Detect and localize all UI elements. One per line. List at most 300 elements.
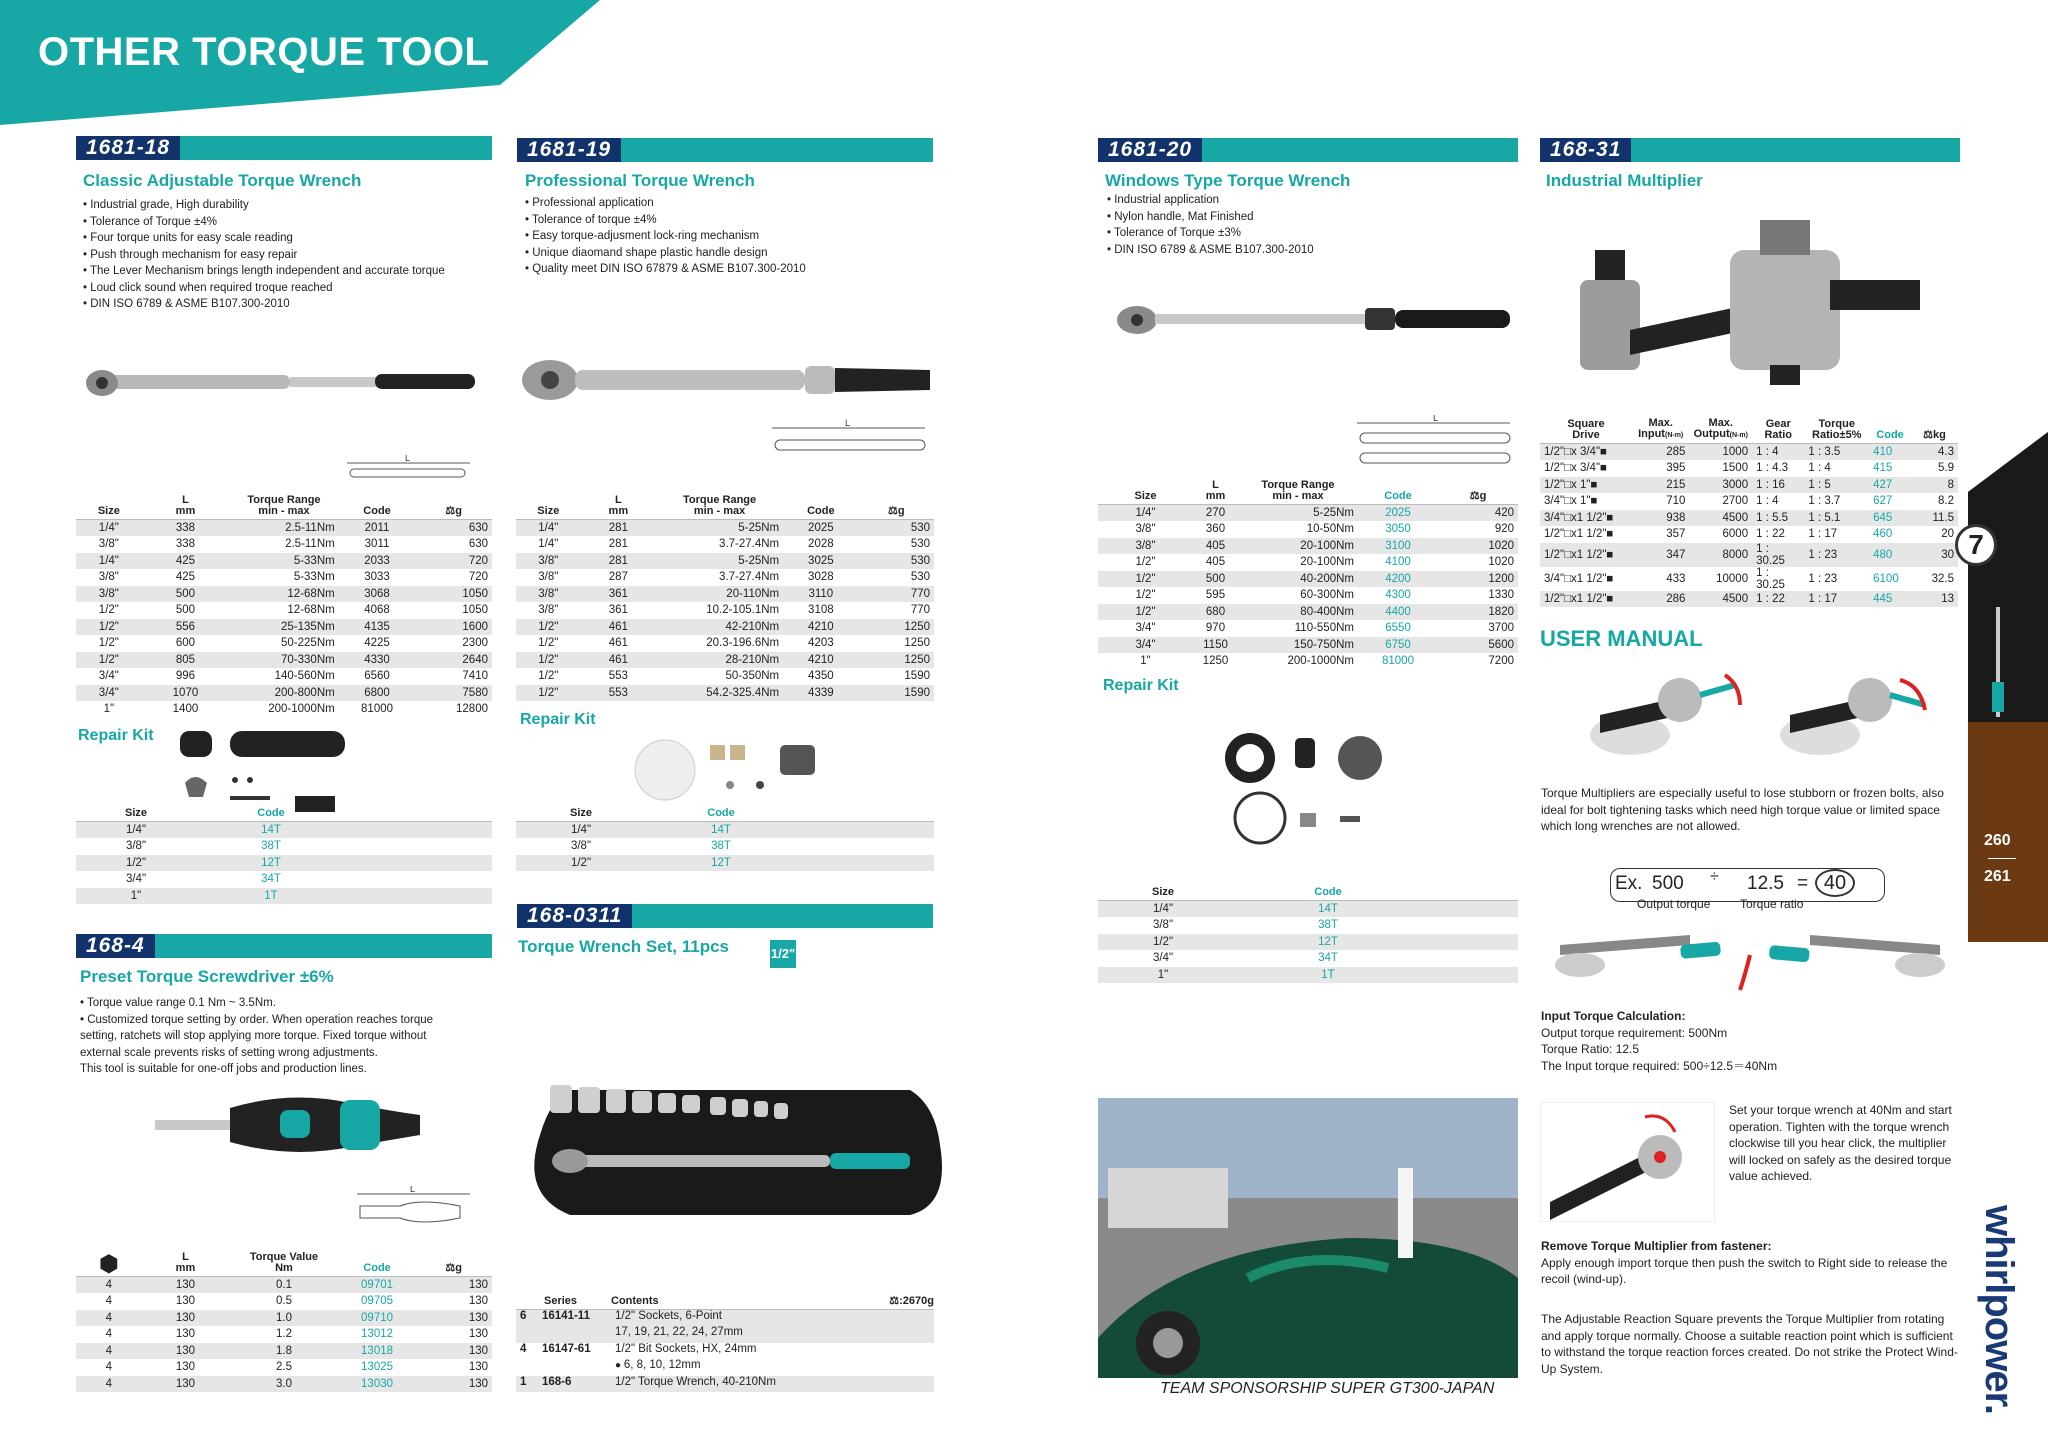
table-cell: 4339 bbox=[783, 685, 858, 702]
table-row bbox=[516, 855, 934, 872]
table-cell: 2.5-11Nm bbox=[285, 538, 335, 551]
table-cell: 5-25Nm bbox=[1238, 505, 1358, 522]
table-cell: 140-560Nm bbox=[274, 670, 335, 683]
table-cell: 1070 bbox=[142, 685, 230, 702]
table-cell: 3700 bbox=[1488, 622, 1514, 635]
table-cell: 720 bbox=[415, 553, 492, 570]
remove-instruction: Remove Torque Multiplier from fastener: Apply enough import torque then push the switch to Right side to release the recoil (wind-up). bbox=[1541, 1239, 1948, 1286]
racing-car-photo bbox=[1098, 1098, 1518, 1378]
table-cell: 2700 bbox=[1722, 495, 1749, 508]
table-cell: 1/4" bbox=[1098, 505, 1193, 522]
example-result: 40 bbox=[1815, 869, 1855, 897]
manual-illustration-2 bbox=[1540, 905, 1960, 1005]
table-cell: 1590 bbox=[904, 670, 930, 683]
table-cell: 1T bbox=[196, 888, 346, 905]
repair-kit-image bbox=[630, 725, 830, 805]
table-cell: 3100 bbox=[1358, 538, 1438, 555]
table-cell: 130 bbox=[142, 1277, 230, 1294]
feature-item: • Nylon handle, Mat Finished bbox=[1107, 210, 1254, 223]
output-torque-caption: Output torque bbox=[1637, 897, 1711, 911]
table-cell: 20-110Nm bbox=[656, 586, 783, 603]
dimension-diagram bbox=[1355, 415, 1515, 470]
table-cell: 3.0 bbox=[229, 1376, 338, 1393]
feature-item: • Quality meet DIN ISO 67879 & ASME B107.300-2010 bbox=[525, 263, 806, 275]
table-cell: 2033 bbox=[339, 553, 416, 570]
table-row bbox=[1098, 934, 1518, 951]
table-cell: 553 bbox=[581, 685, 656, 702]
table-cell: 130 bbox=[415, 1376, 492, 1393]
table-cell: 3/4" bbox=[98, 670, 119, 683]
spec-table-168-4: ⬢ L mm Torque Value Nm Code ⚖g 4 130 0.1 09701 130 4 130 0.5 09705 130 4 130 1.0 09710 130 4 130 1.2 13012 130 4 130 1.8 13018 130 4 130 2.5 13025 130 4 130 3.0 13030 130 bbox=[76, 1250, 492, 1392]
table-cell: 38T bbox=[711, 840, 731, 853]
product-header-1681-19: 1681-19 bbox=[517, 138, 933, 162]
table-cell: 3/4" bbox=[1135, 622, 1156, 635]
table-cell bbox=[611, 1326, 854, 1343]
feature-item: • Tolerance of Torque ±3% bbox=[1107, 227, 1241, 239]
table-cell: 130 bbox=[415, 1310, 492, 1327]
table-cell: 13025 bbox=[361, 1361, 394, 1374]
table-cell: 81000 bbox=[1382, 655, 1414, 668]
table-cell: 1 : 4 bbox=[1752, 444, 1804, 461]
table-cell: 720 bbox=[468, 571, 488, 584]
table-cell: 11.5 bbox=[1911, 510, 1958, 527]
table-cell: 4068 bbox=[364, 604, 390, 617]
table-cell: 3/8" bbox=[1135, 523, 1156, 536]
table-row bbox=[1098, 538, 1518, 555]
torque-wrench-image bbox=[80, 360, 480, 405]
table-cell: 1/2" bbox=[1135, 556, 1156, 569]
repair-kit-table: Size Code 1/4" 14T 3/8" 38T 1/2" 12T bbox=[516, 806, 934, 871]
table-cell: 1 : 4 bbox=[1808, 462, 1831, 475]
table-cell: 1 : 17 bbox=[1804, 591, 1869, 608]
set-content: 17, 19, 21, 22, 24, 27mm bbox=[615, 1326, 743, 1338]
table-cell: 420 bbox=[1438, 505, 1518, 522]
table-cell: 500 bbox=[142, 586, 230, 603]
table-cell: 1/2"□x1 1/2"■ bbox=[1540, 543, 1632, 567]
table-cell: 5.9 bbox=[1938, 462, 1954, 475]
table-cell bbox=[346, 871, 492, 888]
table-cell: 1/2" bbox=[1135, 589, 1156, 602]
table-row bbox=[516, 520, 934, 537]
reaction-square-note: The Adjustable Reaction Square prevents the Torque Multiplier from rotating and apply torque normally. Choose a suitable reaction point which is sufficient to withstand the torque reaction forces created. Do not strike the Protect Wind-Up System. bbox=[1541, 1312, 1958, 1376]
product-header-168-31: 168-31 bbox=[1540, 138, 1960, 162]
table-cell: 425 bbox=[142, 553, 230, 570]
table-cell: 4135 bbox=[339, 619, 416, 636]
table-cell: 130 bbox=[142, 1376, 230, 1393]
table-cell: 3/4" bbox=[1098, 637, 1193, 654]
torque-wrench-image bbox=[1115, 298, 1515, 343]
table-cell: 2025 bbox=[783, 520, 858, 537]
table-row bbox=[516, 635, 934, 652]
table-cell bbox=[516, 1359, 611, 1376]
table-cell: 09701 bbox=[339, 1277, 416, 1294]
table-row bbox=[76, 871, 492, 888]
table-cell: 1330 bbox=[1488, 589, 1514, 602]
table-row bbox=[516, 1359, 934, 1376]
spec-table-1681-19: Size L mm Torque Range min - max Code ⚖g 1/4" 281 5-25Nm 2025 530 1/4" 281 3.7-27.4Nm 2028 530 3/8" 281 5-25Nm 3025 530 3/8" 287 3.7-27.4Nm 3028 530 3/8" 361 20-110Nm 3110 770 3/8" 361 10.2-105.1Nm 3108 770 1/2" 461 42-210Nm 4210 1250 1/2" 461 20.3-196.6Nm 4203 1250 1/2" 461 28-210Nm 4210 1250 1/2" 553 50-350Nm 4350 1590 1/2" 553 54.2-325.4Nm 4339 1590 bbox=[516, 493, 934, 701]
table-cell: 1/2" bbox=[1098, 604, 1193, 621]
feature-list bbox=[525, 195, 806, 278]
table-cell: 770 bbox=[910, 604, 930, 617]
table-cell: 3/8" bbox=[1098, 538, 1193, 555]
table-cell: 630 bbox=[415, 520, 492, 537]
table-cell: 3/8" bbox=[516, 553, 581, 570]
table-cell: 461 bbox=[581, 619, 656, 636]
table-cell: 480 bbox=[1869, 543, 1911, 567]
table-row bbox=[76, 1376, 492, 1393]
feature-item: • DIN ISO 6789 & ASME B107.300-2010 bbox=[1107, 243, 1314, 256]
scale-icon: ⚖ bbox=[889, 1295, 900, 1307]
table-cell bbox=[516, 1376, 611, 1393]
table-cell: 630 bbox=[468, 538, 488, 551]
table-cell: 1/2" bbox=[98, 604, 119, 617]
table-cell: 1/2" bbox=[76, 652, 142, 669]
table-cell: 4 bbox=[105, 1361, 113, 1374]
table-row bbox=[516, 602, 934, 619]
table-cell: 1250 bbox=[1202, 655, 1229, 668]
table-cell: 10.2-105.1Nm bbox=[706, 604, 780, 617]
product-header-1681-18: 1681-18 bbox=[76, 136, 492, 160]
table-cell: 14T bbox=[196, 822, 346, 839]
table-row bbox=[516, 1343, 934, 1360]
set-code: 168-6 bbox=[542, 1375, 572, 1388]
svg-text:L: L bbox=[845, 418, 851, 428]
torque-wrench-set-image bbox=[510, 1075, 950, 1225]
table-row bbox=[1540, 510, 1958, 527]
table-row bbox=[76, 1310, 492, 1327]
table-cell: 130 bbox=[415, 1343, 492, 1360]
table-cell: 5-33Nm bbox=[293, 571, 335, 584]
table-cell: 281 bbox=[581, 553, 656, 570]
table-cell: 4203 bbox=[808, 637, 834, 650]
hex-bullet-icon: ● bbox=[615, 1360, 624, 1371]
feature-item: • Customized torque setting by order. When operation reaches torque bbox=[80, 1013, 434, 1026]
feature-item: • Push through mechanism for easy repair bbox=[83, 248, 298, 261]
table-row bbox=[516, 1310, 934, 1327]
table-cell: 34T bbox=[1318, 952, 1338, 965]
table-cell: 461 bbox=[581, 652, 656, 669]
equals-sign: = bbox=[1797, 873, 1809, 894]
table-cell: 1" bbox=[76, 888, 196, 905]
table-row bbox=[76, 1343, 492, 1360]
table-cell: 1/2" bbox=[1098, 571, 1193, 588]
table-cell: 4300 bbox=[1385, 589, 1411, 602]
table-cell: 530 bbox=[910, 538, 930, 551]
product-header-168-0311: 168-0311 bbox=[517, 904, 933, 928]
table-row bbox=[1098, 653, 1518, 670]
table-cell: 3/8" bbox=[98, 571, 119, 584]
table-row bbox=[1098, 571, 1518, 588]
table-cell bbox=[796, 838, 934, 855]
table-cell: 361 bbox=[581, 586, 656, 603]
table-cell bbox=[854, 1343, 934, 1360]
table-cell: 425 bbox=[175, 571, 196, 584]
table-cell: 3/4"□x1 1/2"■ bbox=[1540, 510, 1632, 527]
table-cell: 14T bbox=[1228, 901, 1428, 918]
table-row bbox=[76, 1326, 492, 1343]
table-cell: 530 bbox=[910, 571, 930, 584]
set-content: 1/2" Sockets, 6-Point bbox=[615, 1310, 722, 1322]
table-cell bbox=[854, 1326, 934, 1343]
table-cell: 1 : 5.5 bbox=[1752, 510, 1804, 527]
scale-icon: ⚖ bbox=[887, 505, 898, 517]
table-cell: 1/4" bbox=[1098, 901, 1228, 918]
table-cell: 281 bbox=[581, 520, 656, 537]
table-cell: 2300 bbox=[462, 637, 488, 650]
table-cell: 1200 bbox=[1438, 571, 1518, 588]
table-cell: 1050 bbox=[462, 604, 488, 617]
table-cell: 1/2" bbox=[538, 637, 559, 650]
torque-wrench-image bbox=[520, 350, 940, 410]
table-cell: 1/4" bbox=[76, 822, 196, 839]
spec-table-1681-20: Size L mm Torque Range min - max Code ⚖g 1/4" 270 5-25Nm 2025 420 3/8" 360 10-50Nm 3050 920 3/8" 405 20-100Nm 3100 1020 1/2" 405 20-100Nm 4100 1020 1/2" 500 40-200Nm 4200 1200 1/2" 595 60-300Nm 4300 1330 1/2" 680 80-400Nm 4400 1820 3/4" 970 110-550Nm 6550 3700 3/4" 1150 150-750Nm 6750 5600 1" 1250 200-1000Nm 81000 7200 bbox=[1098, 478, 1518, 670]
table-cell: 60-300Nm bbox=[1300, 589, 1354, 602]
feature-list bbox=[1107, 192, 1314, 258]
table-cell: 200-1000Nm bbox=[1287, 655, 1354, 668]
scale-icon: ⚖ bbox=[1923, 429, 1933, 441]
table-cell bbox=[854, 1376, 934, 1393]
table-cell: 415 bbox=[1873, 462, 1893, 475]
table-cell: 80-400Nm bbox=[1238, 604, 1358, 621]
table-cell: 996 bbox=[175, 670, 196, 683]
table-cell: 4 bbox=[105, 1328, 113, 1341]
table-cell: 130 bbox=[468, 1295, 488, 1308]
repair-kit-image bbox=[1220, 728, 1420, 848]
set-code: 16141-11 bbox=[542, 1310, 590, 1322]
set-qty: 1 bbox=[520, 1375, 527, 1388]
table-cell: 1250 bbox=[904, 637, 930, 650]
table-cell: 1 : 23 bbox=[1804, 543, 1869, 567]
page-title: OTHER TORQUE TOOL bbox=[38, 30, 490, 74]
feature-item: external scale prevents risks of setting wrong adjustments. bbox=[80, 1046, 378, 1059]
table-row bbox=[516, 1376, 934, 1393]
table-cell: 347 bbox=[1632, 543, 1689, 567]
table-cell bbox=[854, 1359, 934, 1376]
repair-kit-title: Repair Kit bbox=[520, 711, 596, 728]
table-cell: 285 bbox=[1632, 444, 1689, 461]
hex-icon: ⬢ bbox=[99, 1251, 119, 1276]
table-row bbox=[1540, 526, 1958, 543]
table-cell: 1T bbox=[1228, 967, 1428, 984]
table-cell: 1 : 4.3 bbox=[1756, 462, 1789, 475]
table-cell bbox=[1428, 917, 1518, 934]
table-cell: 920 bbox=[1494, 523, 1514, 536]
table-cell: 1/4" bbox=[516, 822, 646, 839]
table-cell: 5600 bbox=[1438, 637, 1518, 654]
table-cell: 3/4" bbox=[1152, 952, 1174, 965]
table-cell: 28-210Nm bbox=[656, 652, 783, 669]
photo-caption: TEAM SPONSORSHIP SUPER GT300-JAPAN bbox=[1160, 1380, 1495, 1397]
product-header-1681-20: 1681-20 bbox=[1098, 138, 1518, 162]
feature-item: • Easy torque-adjusment lock-ring mechanism bbox=[525, 230, 760, 242]
table-cell: 1600 bbox=[415, 619, 492, 636]
product-name: Windows Type Torque Wrench bbox=[1105, 171, 1351, 190]
table-cell: 6560 bbox=[364, 670, 390, 683]
table-cell: 805 bbox=[142, 652, 230, 669]
table-cell: 500 bbox=[1193, 571, 1238, 588]
table-cell: 3/8" bbox=[516, 586, 581, 603]
brand-logo: whirlpower. bbox=[1977, 1205, 2021, 1415]
table-row bbox=[516, 838, 934, 855]
table-cell: 1/2"□x 3/4"■ bbox=[1540, 444, 1632, 461]
table-cell: 2.5 bbox=[275, 1361, 292, 1374]
feature-item: • Tolerance of Torque ±4% bbox=[83, 215, 217, 228]
set-qty: 4 bbox=[520, 1342, 527, 1355]
table-cell: 6800 bbox=[339, 685, 416, 702]
table-cell: 3011 bbox=[364, 538, 390, 551]
table-row bbox=[1098, 604, 1518, 621]
table-cell: 4 bbox=[76, 1343, 142, 1360]
table-row bbox=[76, 553, 492, 570]
table-row bbox=[1540, 493, 1958, 510]
table-cell bbox=[346, 888, 492, 905]
table-cell: 54.2-325.4Nm bbox=[656, 685, 783, 702]
table-cell: 1 : 4 bbox=[1756, 495, 1779, 508]
table-cell: 1400 bbox=[172, 703, 199, 716]
feature-list bbox=[83, 197, 445, 313]
feature-item: • Tolerance of torque ±4% bbox=[525, 213, 657, 226]
table-row bbox=[76, 619, 492, 636]
table-row bbox=[516, 586, 934, 603]
table-cell bbox=[611, 1343, 854, 1360]
table-row bbox=[76, 586, 492, 603]
table-cell: 5-25Nm bbox=[656, 520, 783, 537]
feature-item: • Torque value range 0.1 Nm ~ 3.5Nm. bbox=[80, 997, 276, 1009]
table-cell: 2.5-11Nm bbox=[229, 520, 338, 537]
table-cell: 553 bbox=[608, 670, 628, 683]
table-cell: 530 bbox=[859, 520, 934, 537]
table-cell: 150-750Nm bbox=[1238, 637, 1358, 654]
table-cell: 1/2"□x 3/4"■ bbox=[1544, 462, 1607, 475]
table-cell: 13012 bbox=[361, 1328, 394, 1341]
set-content: 6, 8, 10, 12mm bbox=[623, 1359, 701, 1371]
table-cell: 1500 bbox=[1722, 462, 1749, 475]
table-cell: 200-1000Nm bbox=[268, 703, 335, 716]
table-row bbox=[76, 635, 492, 652]
table-cell: 12T bbox=[196, 855, 346, 872]
table-cell: 1/4" bbox=[538, 538, 559, 551]
table-cell: 13030 bbox=[339, 1376, 416, 1393]
table-row bbox=[1098, 620, 1518, 637]
torque-ratio-caption: Torque ratio bbox=[1740, 897, 1804, 911]
table-cell: 34T bbox=[261, 873, 281, 886]
table-cell: 20 bbox=[1941, 528, 1954, 541]
table-cell: 4 bbox=[76, 1277, 142, 1294]
table-cell: 130 bbox=[142, 1310, 230, 1327]
table-row bbox=[76, 602, 492, 619]
table-cell bbox=[611, 1376, 854, 1393]
table-cell bbox=[346, 838, 492, 855]
spec-table-168-31: Square Drive Max. Input(N-m) Max. Output(N-m) Gear Ratio Torque Ratio±5% Code ⚖kg 1/2"□x 3/4"■ 285 1000 1 : 4 1 : 3.5 410 4.3 1/2"□x 3/4"■ 395 1500 1 : 4.3 1 : 4 415 5.9 1/2"□x 1"■ 215 3000 1 : 16 1 : 5 427 8 3/4"□x 1"■ 710 2700 1 : 4 1 : 3.7 627 8.2 3/4"□x1 1/2"■ 938 4500 1 : 5.5 1 : 5.1 645 11.5 1/2"□x1 1/2"■ 357 6000 1 : 22 1 : 17 460 20 1/2"□x1 1/2"■ 347 8000 1 : 30.25 1 : 23 480 30 3/4"□x1 1/2"■ 433 10000 1 : 30.25 1 : 23 6100 32.5 1/2"□x1 1/2"■ 286 4500 1 : 22 1 : 17 445 13 bbox=[1540, 416, 1958, 607]
table-cell: 286 bbox=[1632, 591, 1689, 608]
table-cell: 13018 bbox=[339, 1343, 416, 1360]
table-cell: 7580 bbox=[415, 685, 492, 702]
table-cell: 3.7-27.4Nm bbox=[719, 538, 780, 551]
table-cell: 1020 bbox=[1438, 538, 1518, 555]
divide-sign: ÷ bbox=[1710, 868, 1719, 885]
table-cell bbox=[796, 855, 934, 872]
table-cell bbox=[854, 1310, 934, 1327]
table-cell: 3/4"□x1 1/2"■ bbox=[1544, 572, 1614, 585]
table-cell bbox=[1428, 934, 1518, 951]
set-content: 1/2" Torque Wrench, 40-210Nm bbox=[615, 1375, 776, 1388]
table-cell: 1250 bbox=[859, 652, 934, 669]
table-cell: 710 bbox=[1666, 495, 1686, 508]
table-cell: 4210 bbox=[783, 619, 858, 636]
feature-item: • The Lever Mechanism brings length independent and accurate torque bbox=[83, 265, 445, 277]
table-row bbox=[76, 888, 492, 905]
table-cell: 1/2"□x 1"■ bbox=[1540, 477, 1632, 494]
feature-item: • DIN ISO 6789 & ASME B107.300-2010 bbox=[83, 298, 290, 310]
table-cell: 281 bbox=[608, 538, 628, 551]
table-cell: 427 bbox=[1869, 477, 1911, 494]
table-cell: 32.5 bbox=[1931, 572, 1954, 585]
table-cell: 1/2" bbox=[98, 637, 119, 650]
table-cell: 8 bbox=[1911, 477, 1958, 494]
table-row bbox=[516, 553, 934, 570]
drive-size-badge: 1/2" bbox=[770, 940, 796, 968]
table-cell: 270 bbox=[1193, 505, 1238, 522]
table-cell: 6000 bbox=[1722, 528, 1749, 541]
table-cell: 6550 bbox=[1385, 622, 1411, 635]
table-cell: 1 : 22 bbox=[1752, 591, 1804, 608]
table-cell: 50-225Nm bbox=[281, 637, 335, 650]
table-row bbox=[1540, 567, 1958, 591]
feature-item: • Loud click sound when required troque reached bbox=[83, 281, 333, 294]
chapter-side-tab bbox=[1968, 432, 2048, 942]
manual-illustration-1 bbox=[1570, 655, 1940, 770]
table-cell: 0.5 bbox=[275, 1295, 292, 1308]
table-cell: 3068 bbox=[339, 586, 416, 603]
table-cell: 1 : 22 bbox=[1756, 528, 1785, 541]
table-cell: 10-50Nm bbox=[1306, 523, 1354, 536]
table-cell: 3/4" bbox=[76, 685, 142, 702]
example-output-value: 500 bbox=[1652, 873, 1684, 894]
table-row bbox=[1540, 460, 1958, 477]
table-cell: 1/4" bbox=[516, 520, 581, 537]
set-content: 1/2" Bit Sockets, HX, 24mm bbox=[615, 1342, 757, 1355]
page-number-left: 260 bbox=[1984, 832, 2011, 849]
table-cell bbox=[346, 822, 492, 839]
feature-list bbox=[80, 995, 433, 1078]
table-cell: 410 bbox=[1869, 444, 1911, 461]
table-cell: 1/2"□x1 1/2"■ bbox=[1540, 591, 1632, 608]
table-cell: 8000 bbox=[1689, 543, 1752, 567]
table-cell: 13 bbox=[1911, 591, 1958, 608]
table-cell: 2640 bbox=[415, 652, 492, 669]
table-cell bbox=[796, 822, 934, 839]
table-cell: 4500 bbox=[1689, 591, 1752, 608]
table-cell: 2011 bbox=[339, 520, 416, 537]
table-cell: 3/4"□x 1"■ bbox=[1544, 495, 1598, 508]
table-cell: 1.8 bbox=[229, 1343, 338, 1360]
product-name: Torque Wrench Set, 11pcs bbox=[518, 937, 729, 956]
table-cell: 645 bbox=[1869, 510, 1911, 527]
table-row bbox=[76, 520, 492, 537]
table-row bbox=[1540, 444, 1958, 461]
table-row bbox=[1098, 901, 1518, 918]
table-cell: 30 bbox=[1911, 543, 1958, 567]
screwdriver-image bbox=[150, 1090, 440, 1170]
manual-illustration-3 bbox=[1540, 1102, 1715, 1222]
table-cell: 4 bbox=[105, 1295, 113, 1308]
table-cell: 1/2" bbox=[516, 855, 646, 872]
feature-item: • Industrial grade, High durability bbox=[83, 199, 249, 211]
feature-item: • Unique diaomand shape plastic handle design bbox=[525, 246, 768, 259]
table-cell: 1 : 3.5 bbox=[1804, 444, 1869, 461]
table-cell: 1/2" bbox=[76, 619, 142, 636]
page-divider bbox=[1988, 858, 2016, 859]
